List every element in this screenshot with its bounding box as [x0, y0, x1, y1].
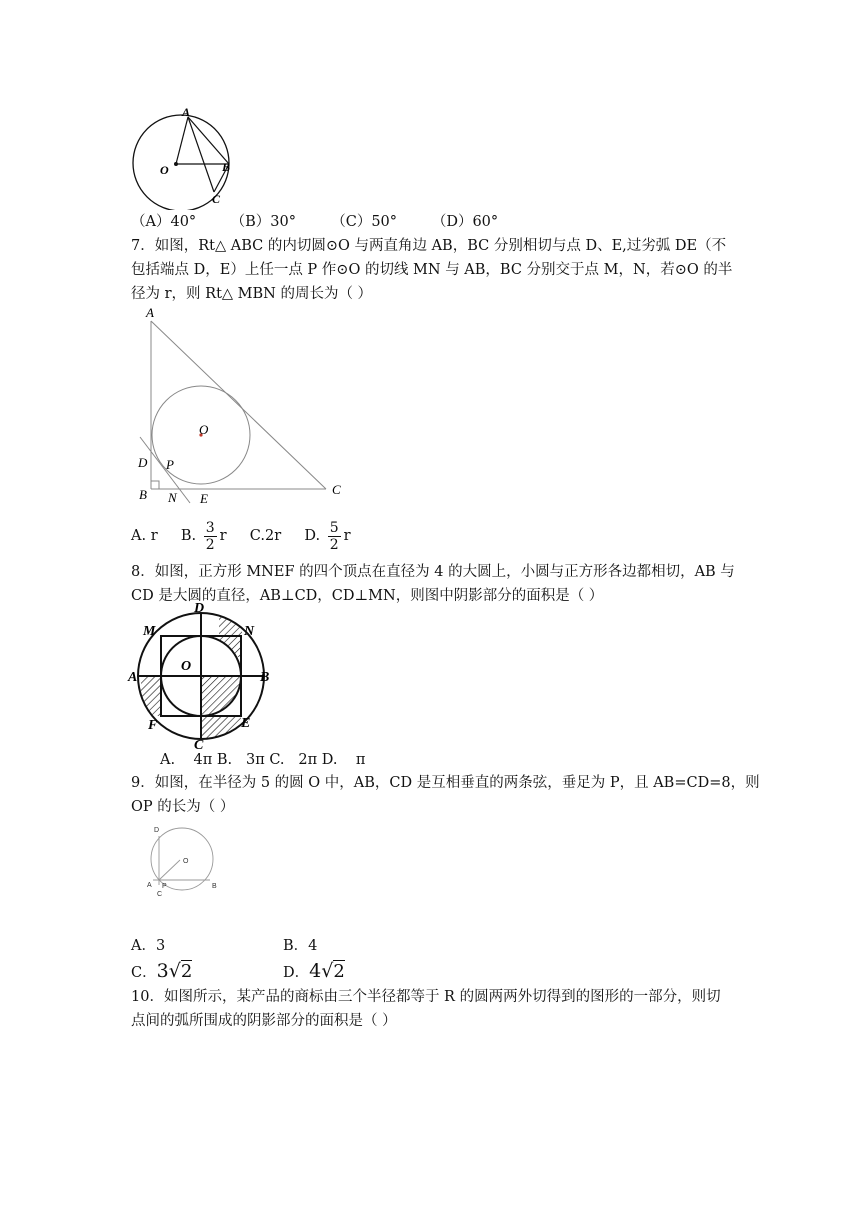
q9-text-line1: 9．如图，在半径为 5 的圆 O 中，AB，CD 是互相垂直的两条弦，垂足为 P，且 AB=CD=8，则	[131, 775, 760, 791]
q8-label-c: C	[194, 738, 204, 752]
q9-choice-d-sqrt: √	[321, 960, 334, 982]
q7-label-d: D	[138, 455, 148, 470]
q9-choice-c-coef: 3	[156, 960, 169, 982]
q6-label-o: O	[160, 163, 169, 177]
q7-choice-b-den: 2	[205, 536, 215, 553]
q9-choice-c-prefix: C．	[131, 965, 157, 981]
q7-choice-b-prefix: B.	[180, 528, 197, 544]
q9-choice-b: B．4	[283, 938, 318, 954]
q9-choice-d-radicand: 2	[333, 961, 345, 982]
q6-label-c: C	[212, 192, 221, 206]
q7-label-c: C	[332, 482, 341, 497]
q7-text-line2: 包括端点 D，E）上任一点 P 作⊙O 的切线 MN 与 AB，BC 分别交于点 M，N，若⊙O 的半	[131, 262, 733, 278]
q9-label-b: B	[212, 883, 217, 890]
q9-choice-d-prefix: D．	[283, 965, 310, 981]
q7-choice-d-fraction	[328, 520, 341, 553]
q7-label-p: P	[166, 457, 174, 472]
q7-text-line3: 径为 r，则 Rt△ MBN 的周长为（ ）	[131, 286, 373, 302]
q7-choice-b-fraction	[204, 520, 217, 553]
q8-label-a: A	[128, 670, 138, 685]
q8-label-d: D	[194, 601, 205, 616]
q6-choice-d: （D）60°	[431, 214, 499, 230]
q9-figure	[140, 822, 225, 904]
q8-label-e: E	[241, 716, 251, 731]
q9-circle	[151, 828, 213, 890]
q7-text-line1: 7．如图，Rt△ ABC 的内切圆⊙O 与两直角边 AB，BC 分别相切与点 D、E,过劣弧 DE（不	[131, 238, 727, 254]
q7-choice-a: A. r	[131, 528, 158, 544]
q7-label-o: O	[199, 422, 209, 437]
q9-choice-d	[283, 958, 345, 986]
q7-choice-d-num: 5	[329, 519, 339, 536]
q8-text-line1: 8．如图，正方形 MNEF 的四个顶点在直径为 4 的大圆上，小圆与正方形各边都相切，AB 与	[131, 564, 735, 580]
q7-choice-d-prefix: D.	[304, 528, 321, 544]
q6-choice-b: （B）30°	[230, 214, 296, 230]
q9-choice-c	[131, 958, 192, 986]
q8-label-b: B	[260, 670, 270, 685]
q7-choice-b-num: 3	[205, 519, 215, 536]
q9-label-o: O	[183, 858, 189, 865]
q9-choice-d-coef: 4	[309, 960, 322, 982]
q9-label-d: D	[154, 827, 160, 834]
q7-label-a: A	[146, 305, 154, 320]
q8-label-f: F	[148, 718, 158, 733]
q8-choices: A. 4π B. 3π C. 2π D. π	[160, 752, 366, 768]
q7-choice-d-suffix: r	[343, 528, 351, 544]
q9-text-line2: OP 的长为（ ）	[131, 799, 235, 815]
q6-choices	[131, 211, 498, 233]
q6-choice-a: （A）40°	[131, 214, 197, 230]
q8-label-m: M	[143, 624, 156, 639]
q7-choice-d-den: 2	[329, 536, 339, 553]
q7-label-b: B	[139, 487, 147, 502]
q9-label-a: A	[147, 882, 152, 889]
q7-label-n: N	[168, 490, 177, 505]
q7-choice-b-suffix: r	[219, 528, 227, 544]
q10-text-line1: 10．如图所示，某产品的商标由三个半径都等于 R 的圆两两外切得到的图形的一部分，则切	[131, 989, 721, 1005]
q8-label-o: O	[181, 659, 192, 674]
q9-label-c: C	[157, 891, 163, 898]
q7-choice-c: C.2r	[249, 528, 282, 544]
q10-text-line2: 点间的弧所围成的阴影部分的面积是（ ）	[131, 1013, 397, 1029]
q9-choice-c-radicand: 2	[180, 961, 193, 982]
q8-text-line2: CD 是大圆的直径，AB⊥CD，CD⊥MN，则图中阴影部分的面积是（ ）	[131, 588, 604, 604]
q6-label-a: A	[182, 105, 191, 119]
q7-label-e: E	[200, 491, 208, 506]
q6-choice-c: （C）50°	[331, 214, 398, 230]
q7-choices	[131, 516, 351, 556]
q6-label-b: B	[222, 160, 231, 174]
q9-label-p: P	[162, 883, 167, 890]
q8-label-n: N	[244, 624, 255, 639]
q6-figure	[126, 100, 246, 210]
q8-figure	[126, 599, 276, 752]
q9-choice-c-sqrt: √	[168, 960, 181, 982]
q7-figure	[130, 303, 360, 513]
q9-choice-a: A．3	[131, 938, 166, 954]
